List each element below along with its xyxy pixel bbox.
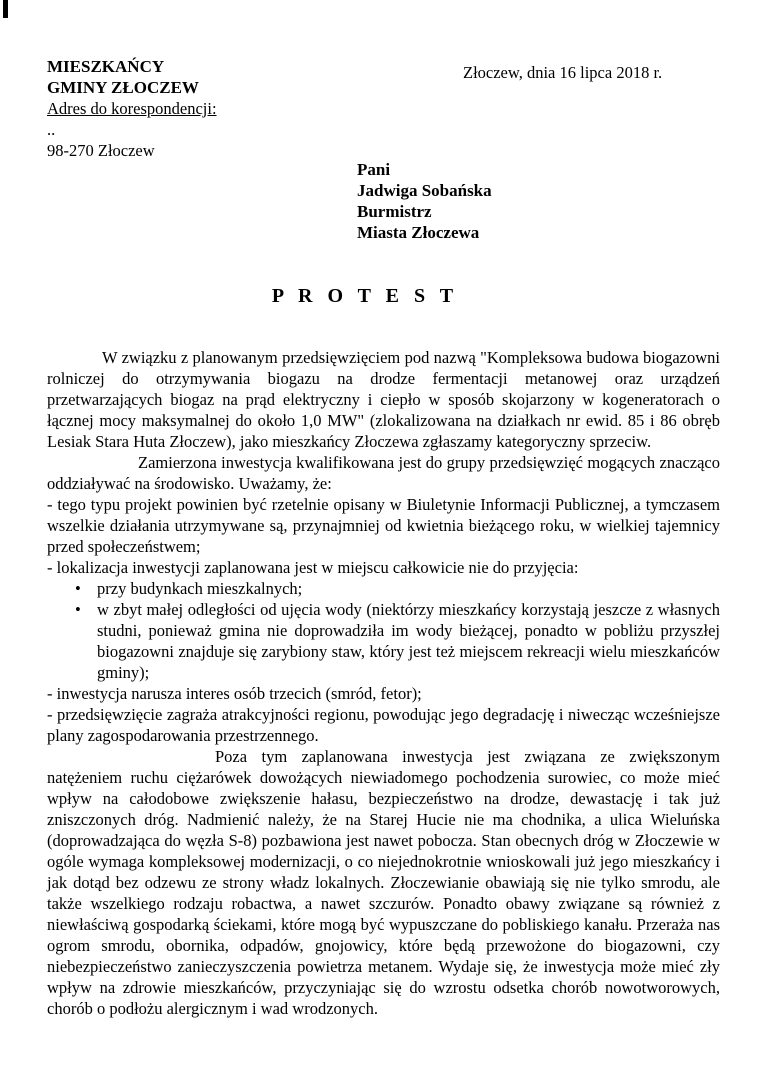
dateline: Złoczew, dnia 16 lipca 2018 r. bbox=[463, 63, 663, 82]
recipient-salutation: Pani bbox=[357, 160, 391, 179]
recipient-name: Jadwiga Sobańska bbox=[357, 181, 492, 200]
sender-address-redacted: .. bbox=[47, 120, 56, 139]
sender-name-line-1: MIESZKAŃCY bbox=[47, 57, 165, 76]
bullet-item-text: w zbyt małej odległości od ujęcia wody (niektórzy mieszkańcy korzystają jeszcze z własnych studni, ponieważ gmina nie doprowadziła im wody bieżącej, ponadto w pobliżu przyszłej biogazowni znajduje się zarybiony staw, który jest też miejscem rekreacji wielu mieszkańców gminy); bbox=[97, 600, 720, 682]
bullet-icon: • bbox=[75, 579, 81, 598]
paragraph-qualification: Zamierzona inwestycja kwalifikowana jest do grupy przedsięwzięć mogących znacząco oddziaływać na środowisko. Uważamy, że: bbox=[47, 453, 720, 493]
recipient-title: Burmistrz bbox=[357, 202, 432, 221]
sender-address-city: 98-270 Złoczew bbox=[47, 141, 155, 160]
paragraph-final: Poza tym zaplanowana inwestycja jest związana ze zwiększonym natężeniem ruchu ciężarówek dowożących niewiadomego pochodzenia surowiec, co może mieć wpływ na całodobowe zwiększenie hałasu, bezpieczeństwo na drodze, dewastację i tak już zniszczonych dróg. Nadmienić należy, że na Starej Hucie nie ma chodnika, a ulica Wieluńska (doprowadzająca do węzła S-8) pozbawiona jest nawet pobocza. Stan obecnych dróg w Złoczewie w ogóle wymaga kompleksowej modernizacji, o co niejednokrotnie wnioskowali już jego mieszkańcy i jak dotąd bez odzewu ze strony władz lokalnych. Złoczewianie obawiają się nie tylko smrodu, ale także wszelkiego rodzaju robactwa, a nawet szczurów. Ponadto obawy związane są również z niewłaściwą gospodarką ściekami, które mogą być wypuszczane do pobliskiego kanału. Przeraża nas ogrom smrodu, obornika, odpadów, gnojowicy, które będą przewożone do biogazowni, czy niebezpieczeństwo zanieczyszczenia powietrza metanem. Wydaje się, że inwestycja może mieć zły wpływ na zdrowie mieszkańców, przyczyniając się do wzrostu odsetka chorób nowotworowych, chorób o podłożu alergicznym i wad wrodzonych. bbox=[47, 747, 720, 1018]
bullet-item bbox=[47, 578, 720, 599]
document-title: P R O T E S T bbox=[271, 285, 459, 307]
location-bullet-list bbox=[47, 578, 720, 683]
dash-item-attractiveness: - przedsięwzięcie zagraża atrakcyjności regionu, powodując jego degradację i niwecząc wcześniejsze plany zagospodarowania przestrzennego. bbox=[47, 705, 720, 745]
bullet-item bbox=[47, 599, 720, 683]
sender-name-line-2: GMINY ZŁOCZEW bbox=[47, 78, 199, 97]
dash-item-location: - lokalizacja inwestycji zaplanowana jest w miejscu całkowicie nie do przyjęcia: bbox=[47, 558, 579, 577]
scan-artifact-mark bbox=[3, 0, 8, 18]
bullet-item-text: przy budynkach mieszkalnych; bbox=[97, 579, 303, 598]
recipient-block bbox=[357, 159, 492, 243]
paragraph-intro: W związku z planowanym przedsięwzięciem pod nazwą "Kompleksowa budowa biogazowni rolniczej do otrzymywania biogazu na drodze fermentacji metanowej oraz urządzeń przetwarzających biogaz na prąd elektryczny i ciepło w sposób skojarzony w kogeneratorach o łącznej mocy maksymalnej do około 1,0 MW" (zlokalizowana na działkach nr ewid. 85 i 86 obręb Lesiak Stara Huta Złoczew), jako mieszkańcy Złoczewa zgłaszamy kategoryczny sprzeciw. bbox=[47, 348, 720, 451]
dash-item-interests: - inwestycja narusza interes osób trzecich (smród, fetor); bbox=[47, 684, 422, 703]
recipient-office: Miasta Złoczewa bbox=[357, 223, 480, 242]
letter-body bbox=[47, 347, 720, 1019]
sender-block bbox=[47, 56, 217, 161]
bullet-icon: • bbox=[75, 600, 81, 619]
dash-item-bip: - tego typu projekt powinien być rzetelnie opisany w Biuletynie Informacji Publicznej, a tymczasem wszelkie działania utrzymywane są, przynajmniej od kwietnia bieżącego roku, w wielkiej tajemnicy przed społeczeństwem; bbox=[47, 495, 720, 556]
sender-address-label: Adres do korespondencji: bbox=[47, 99, 217, 118]
